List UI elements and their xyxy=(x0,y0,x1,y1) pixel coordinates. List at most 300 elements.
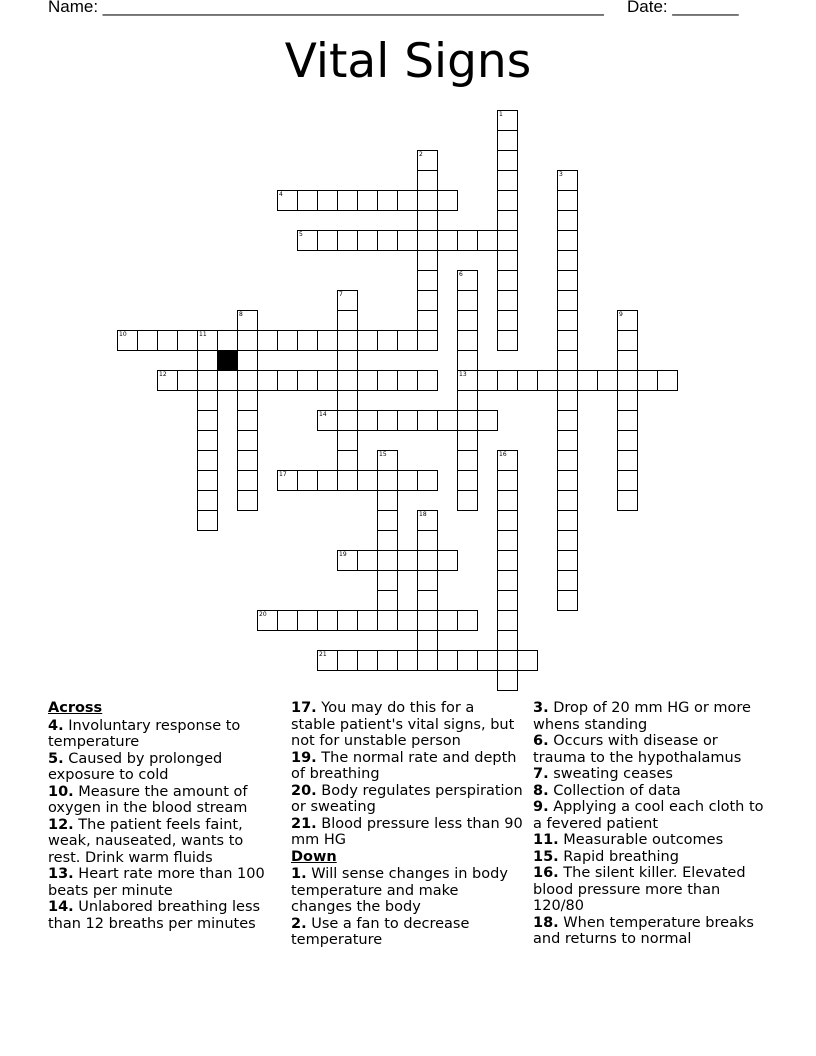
crossword-cell[interactable] xyxy=(497,330,518,351)
crossword-cell[interactable] xyxy=(377,590,398,611)
crossword-cell[interactable] xyxy=(557,230,578,251)
crossword-cell[interactable] xyxy=(377,370,398,391)
crossword-cell[interactable] xyxy=(457,610,478,631)
clue-number: 2. xyxy=(291,915,307,932)
crossword-cell[interactable] xyxy=(417,290,438,311)
clue-column-2 xyxy=(291,700,523,949)
clue-number: 4 xyxy=(279,191,283,198)
crossword-cell[interactable] xyxy=(557,350,578,371)
clue xyxy=(291,750,523,783)
crossword-cell[interactable] xyxy=(337,650,358,671)
crossword-cell[interactable] xyxy=(457,350,478,371)
crossword-cell[interactable] xyxy=(297,610,318,631)
crossword-cell[interactable] xyxy=(197,410,218,431)
crossword-cell[interactable] xyxy=(397,370,418,391)
crossword-cell[interactable] xyxy=(417,310,438,331)
crossword-cell[interactable] xyxy=(557,310,578,331)
name-field-label: Name: _____________________________________________________ xyxy=(48,0,604,16)
crossword-cell[interactable] xyxy=(517,650,538,671)
crossword-cell[interactable] xyxy=(437,650,458,671)
crossword-cell[interactable] xyxy=(457,450,478,471)
crossword-cell[interactable] xyxy=(297,190,318,211)
crossword-cell[interactable] xyxy=(457,650,478,671)
crossword-cell[interactable] xyxy=(577,370,598,391)
crossword-cell[interactable] xyxy=(497,670,518,691)
crossword-cell[interactable] xyxy=(617,350,638,371)
clue-number: 16. xyxy=(533,865,559,881)
crossword-cell[interactable] xyxy=(617,430,638,451)
crossword-cell[interactable] xyxy=(137,330,158,351)
crossword-cell[interactable] xyxy=(457,370,478,391)
clue-text: Drop of 20 mm HG or more whens standing xyxy=(533,700,751,733)
crossword-cell[interactable] xyxy=(437,190,458,211)
clue xyxy=(533,915,765,948)
crossword-cell[interactable] xyxy=(417,190,438,211)
clue-text: Measure the amount of oxygen in the blood stream xyxy=(48,783,248,816)
crossword-cell[interactable] xyxy=(377,650,398,671)
crossword-cell[interactable] xyxy=(457,430,478,451)
clue xyxy=(48,718,280,751)
crossword-cell[interactable] xyxy=(257,370,278,391)
clue-text: You may do this for a stable patient's vital signs, but not for unstable person xyxy=(291,700,515,749)
clue-number: 17 xyxy=(279,471,287,478)
crossword-cell[interactable] xyxy=(297,370,318,391)
crossword-cell[interactable] xyxy=(337,350,358,371)
clue-number: 13 xyxy=(459,371,467,378)
clue-text: Collection of data xyxy=(548,782,681,799)
crossword-cell[interactable] xyxy=(557,590,578,611)
crossword-cell[interactable] xyxy=(197,490,218,511)
clue-number: 20 xyxy=(259,611,267,618)
crossword-cell[interactable] xyxy=(237,310,258,331)
crossword-cell[interactable] xyxy=(457,310,478,331)
crossword-cell[interactable] xyxy=(197,450,218,471)
crossword-cell[interactable] xyxy=(417,330,438,351)
section-heading: Across xyxy=(48,700,103,716)
crossword-cell[interactable] xyxy=(477,410,498,431)
crossword-cell[interactable] xyxy=(557,330,578,351)
crossword-cell[interactable] xyxy=(417,610,438,631)
crossword-cell[interactable] xyxy=(417,470,438,491)
crossword-cell[interactable] xyxy=(417,590,438,611)
crossword-cell[interactable] xyxy=(377,450,398,471)
crossword-cell[interactable] xyxy=(237,330,258,351)
crossword-cell[interactable] xyxy=(317,650,338,671)
crossword-cell[interactable] xyxy=(337,370,358,391)
crossword-cell[interactable] xyxy=(497,490,518,511)
clue-text: Rapid breathing xyxy=(558,848,679,865)
crossword-cell[interactable] xyxy=(557,270,578,291)
crossword-cell[interactable] xyxy=(417,550,438,571)
crossword-cell[interactable] xyxy=(557,450,578,471)
crossword-cell[interactable] xyxy=(417,150,438,171)
crossword-cell[interactable] xyxy=(557,430,578,451)
clue-text: Occurs with disease or trauma to the hypothalamus xyxy=(533,733,742,766)
crossword-cell[interactable] xyxy=(417,410,438,431)
clue xyxy=(533,832,765,849)
crossword-cell[interactable] xyxy=(177,370,198,391)
crossword-cell[interactable] xyxy=(617,370,638,391)
crossword-cell[interactable] xyxy=(557,210,578,231)
crossword-cell[interactable] xyxy=(617,450,638,471)
crossword-cell[interactable] xyxy=(417,370,438,391)
clue xyxy=(291,700,523,750)
crossword-cell[interactable] xyxy=(497,250,518,271)
section-heading: Down xyxy=(291,848,337,865)
crossword-cell[interactable] xyxy=(197,470,218,491)
clue xyxy=(48,899,280,932)
crossword-cell[interactable] xyxy=(617,490,638,511)
clue-number: 12. xyxy=(48,816,74,833)
crossword-cell[interactable] xyxy=(437,550,458,571)
clue-number: 18 xyxy=(419,511,427,518)
clue xyxy=(48,817,280,867)
clue xyxy=(291,916,523,949)
crossword-cell[interactable] xyxy=(497,110,518,131)
crossword-cell[interactable] xyxy=(417,630,438,651)
crossword-cell[interactable] xyxy=(477,370,498,391)
crossword-cell[interactable] xyxy=(497,450,518,471)
crossword-cell[interactable] xyxy=(337,310,358,331)
crossword-cell[interactable] xyxy=(397,330,418,351)
crossword-cell[interactable] xyxy=(537,370,558,391)
crossword-cell[interactable] xyxy=(397,190,418,211)
crossword-cell[interactable] xyxy=(297,330,318,351)
clue-text: Unlabored breathing less than 12 breaths per minutes xyxy=(48,899,261,932)
crossword-cell[interactable] xyxy=(197,430,218,451)
crossword-cell[interactable] xyxy=(337,410,358,431)
clue-text: Blood pressure less than 90 mm HG xyxy=(291,815,523,848)
clue-number: 4. xyxy=(48,717,64,734)
crossword-cell[interactable] xyxy=(337,330,358,351)
crossword-cell[interactable] xyxy=(557,370,578,391)
clue-text: Use a fan to decrease temperature xyxy=(291,915,470,948)
crossword-cell[interactable] xyxy=(557,410,578,431)
crossword-cell[interactable] xyxy=(417,570,438,591)
crossword-cell[interactable] xyxy=(497,190,518,211)
clue-number: 11 xyxy=(199,331,207,338)
crossword-cell[interactable] xyxy=(497,550,518,571)
crossword-cell[interactable] xyxy=(237,410,258,431)
clue-text: When temperature breaks and returns to normal xyxy=(533,914,754,947)
crossword-cell[interactable] xyxy=(417,250,438,271)
black-square xyxy=(217,350,238,371)
crossword-cell[interactable] xyxy=(197,370,218,391)
crossword-cell[interactable] xyxy=(237,450,258,471)
crossword-cell[interactable] xyxy=(557,390,578,411)
clue-text: Applying a cool each cloth to a fevered patient xyxy=(533,799,764,832)
clue-text: The normal rate and depth of breathing xyxy=(291,749,517,782)
clue-number: 5. xyxy=(48,750,64,767)
clue-text: Will sense changes in body temperature and make changes the body xyxy=(291,866,508,915)
crossword-cell[interactable] xyxy=(257,330,278,351)
crossword-cell[interactable] xyxy=(317,190,338,211)
crossword-cell[interactable] xyxy=(497,310,518,331)
clue-text: Heart rate more than 100 beats per minute xyxy=(48,866,265,899)
clue xyxy=(48,751,280,784)
crossword-cell[interactable] xyxy=(397,550,418,571)
crossword-cell[interactable] xyxy=(357,370,378,391)
crossword-cell[interactable] xyxy=(377,470,398,491)
crossword-cell[interactable] xyxy=(617,470,638,491)
crossword-cell[interactable] xyxy=(397,470,418,491)
crossword-cell[interactable] xyxy=(237,350,258,371)
crossword-cell[interactable] xyxy=(497,470,518,491)
clue-number: 8 xyxy=(239,311,243,318)
crossword-cell[interactable] xyxy=(617,410,638,431)
crossword-cell[interactable] xyxy=(357,470,378,491)
clue xyxy=(533,700,765,733)
clue-number: 9 xyxy=(619,311,623,318)
crossword-cell[interactable] xyxy=(317,330,338,351)
clue-text: Caused by prolonged exposure to cold xyxy=(48,750,223,783)
crossword-cell[interactable] xyxy=(497,370,518,391)
clue-number: 3 xyxy=(559,171,563,178)
clue-number: 17. xyxy=(291,700,317,716)
crossword-cell[interactable] xyxy=(277,190,298,211)
crossword-cell[interactable] xyxy=(637,370,658,391)
crossword-cell[interactable] xyxy=(277,470,298,491)
clue-number: 1 xyxy=(499,111,503,118)
crossword-cell[interactable] xyxy=(417,270,438,291)
clue-text: Body regulates perspiration or sweating xyxy=(291,782,523,815)
crossword-cell[interactable] xyxy=(397,610,418,631)
crossword-cell[interactable] xyxy=(237,370,258,391)
crossword-cell[interactable] xyxy=(457,270,478,291)
crossword-cell[interactable] xyxy=(217,330,238,351)
clue-number: 12 xyxy=(159,371,167,378)
crossword-cell[interactable] xyxy=(617,330,638,351)
clue-column-3 xyxy=(533,700,765,948)
crossword-cell[interactable] xyxy=(317,370,338,391)
crossword-cell[interactable] xyxy=(457,290,478,311)
crossword-cell[interactable] xyxy=(357,650,378,671)
crossword-cell[interactable] xyxy=(357,550,378,571)
crossword-cell[interactable] xyxy=(397,230,418,251)
crossword-cell[interactable] xyxy=(337,470,358,491)
crossword-cell[interactable] xyxy=(277,610,298,631)
crossword-cell[interactable] xyxy=(257,610,278,631)
crossword-cell[interactable] xyxy=(177,330,198,351)
clue xyxy=(533,783,765,800)
crossword-cell[interactable] xyxy=(557,530,578,551)
crossword-cell[interactable] xyxy=(397,650,418,671)
crossword-cell[interactable] xyxy=(357,330,378,351)
crossword-cell[interactable] xyxy=(557,570,578,591)
crossword-cell[interactable] xyxy=(617,310,638,331)
page-title: Vital Signs xyxy=(284,34,532,89)
crossword-cell[interactable] xyxy=(377,570,398,591)
crossword-cell[interactable] xyxy=(457,470,478,491)
crossword-cell[interactable] xyxy=(497,270,518,291)
crossword-cell[interactable] xyxy=(377,490,398,511)
clue-number: 10. xyxy=(48,783,74,800)
crossword-cell[interactable] xyxy=(417,510,438,531)
clue-number: 2 xyxy=(419,151,423,158)
clue-number: 19. xyxy=(291,749,317,766)
crossword-cell[interactable] xyxy=(237,430,258,451)
clue-number: 15 xyxy=(379,451,387,458)
clue-number: 7. xyxy=(533,766,549,782)
clue-number: 14 xyxy=(319,411,327,418)
clue xyxy=(533,849,765,866)
clue xyxy=(533,733,765,766)
crossword-cell[interactable] xyxy=(377,330,398,351)
crossword-cell[interactable] xyxy=(497,650,518,671)
crossword-cell[interactable] xyxy=(377,190,398,211)
crossword-cell[interactable] xyxy=(457,330,478,351)
crossword-cell[interactable] xyxy=(337,610,358,631)
crossword-cell[interactable] xyxy=(377,610,398,631)
clue xyxy=(291,783,523,816)
clue-number: 13. xyxy=(48,866,74,882)
clue-number: 3. xyxy=(533,700,549,716)
clue-number: 21. xyxy=(291,815,317,832)
crossword-cell[interactable] xyxy=(457,410,478,431)
crossword-cell[interactable] xyxy=(337,550,358,571)
crossword-cell[interactable] xyxy=(497,230,518,251)
clue xyxy=(291,816,523,849)
clue-number: 6. xyxy=(533,733,549,749)
crossword-cell[interactable] xyxy=(497,150,518,171)
crossword-cell[interactable] xyxy=(497,610,518,631)
crossword-cell[interactable] xyxy=(617,390,638,411)
clue-text: The patient feels faint, weak, nauseated, wants to rest. Drink warm fluids xyxy=(48,816,244,866)
crossword-cell[interactable] xyxy=(237,490,258,511)
crossword-cell[interactable] xyxy=(237,470,258,491)
crossword-cell[interactable] xyxy=(417,650,438,671)
crossword-cell[interactable] xyxy=(497,630,518,651)
crossword-cell[interactable] xyxy=(457,230,478,251)
crossword-cell[interactable] xyxy=(557,470,578,491)
clue xyxy=(533,799,765,832)
clue-text: The silent killer. Elevated blood pressure more than 120/80 xyxy=(533,865,746,914)
crossword-cell[interactable] xyxy=(357,190,378,211)
crossword-cell[interactable] xyxy=(497,210,518,231)
crossword-cell[interactable] xyxy=(517,370,538,391)
crossword-cell[interactable] xyxy=(357,610,378,631)
crossword-cell[interactable] xyxy=(477,650,498,671)
clue-number: 10 xyxy=(119,331,127,338)
crossword-cell[interactable] xyxy=(377,410,398,431)
crossword-cell[interactable] xyxy=(557,170,578,191)
crossword-cell[interactable] xyxy=(337,230,358,251)
crossword-cell[interactable] xyxy=(337,430,358,451)
crossword-cell[interactable] xyxy=(557,290,578,311)
crossword-cell[interactable] xyxy=(337,290,358,311)
crossword-cell[interactable] xyxy=(377,230,398,251)
clue-number: 9. xyxy=(533,799,549,815)
clue-column-1 xyxy=(48,700,280,932)
clue-number: 21 xyxy=(319,651,327,658)
crossword-cell[interactable] xyxy=(317,410,338,431)
crossword-cell[interactable] xyxy=(277,370,298,391)
crossword-cell[interactable] xyxy=(417,170,438,191)
crossword-cell[interactable] xyxy=(597,370,618,391)
crossword-cell[interactable] xyxy=(657,370,678,391)
clue-number: 11. xyxy=(533,832,559,848)
crossword-cell[interactable] xyxy=(557,510,578,531)
crossword-cell[interactable] xyxy=(337,190,358,211)
crossword-cell[interactable] xyxy=(217,370,238,391)
clue-number: 1. xyxy=(291,866,307,882)
crossword-cell[interactable] xyxy=(197,390,218,411)
crossword-cell[interactable] xyxy=(357,410,378,431)
clue-text: Measurable outcomes xyxy=(558,832,724,848)
crossword-cell[interactable] xyxy=(457,390,478,411)
date-field-label: Date: _______ xyxy=(627,0,739,16)
crossword-cell[interactable] xyxy=(157,330,178,351)
crossword-cell[interactable] xyxy=(317,470,338,491)
crossword-cell[interactable] xyxy=(157,370,178,391)
crossword-cell[interactable] xyxy=(417,210,438,231)
clue-number: 20. xyxy=(291,782,317,799)
crossword-cell[interactable] xyxy=(117,330,138,351)
crossword-cell[interactable] xyxy=(417,530,438,551)
crossword-cell[interactable] xyxy=(337,390,358,411)
crossword-cell[interactable] xyxy=(317,610,338,631)
crossword-cell[interactable] xyxy=(377,510,398,531)
crossword-cell[interactable] xyxy=(557,250,578,271)
clue-number: 15. xyxy=(533,848,559,865)
crossword-cell[interactable] xyxy=(557,490,578,511)
crossword-cell[interactable] xyxy=(197,330,218,351)
crossword-cell[interactable] xyxy=(497,590,518,611)
crossword-cell[interactable] xyxy=(377,530,398,551)
crossword-cell[interactable] xyxy=(437,410,458,431)
crossword-cell[interactable] xyxy=(477,230,498,251)
crossword-cell[interactable] xyxy=(437,610,458,631)
crossword-cell[interactable] xyxy=(237,390,258,411)
crossword-cell[interactable] xyxy=(497,290,518,311)
crossword-cell[interactable] xyxy=(197,510,218,531)
crossword-cell[interactable] xyxy=(277,330,298,351)
crossword-cell[interactable] xyxy=(437,230,458,251)
crossword-cell[interactable] xyxy=(557,550,578,571)
crossword-cell[interactable] xyxy=(557,190,578,211)
crossword-cell[interactable] xyxy=(497,510,518,531)
clue-number: 18. xyxy=(533,914,559,931)
clue xyxy=(533,865,765,915)
crossword-cell[interactable] xyxy=(417,230,438,251)
crossword-cell[interactable] xyxy=(497,170,518,191)
clue-number: 16 xyxy=(499,451,507,458)
crossword-cell[interactable] xyxy=(497,570,518,591)
clue-number: 7 xyxy=(339,291,343,298)
crossword-cell[interactable] xyxy=(297,470,318,491)
crossword-cell[interactable] xyxy=(497,130,518,151)
crossword-cell[interactable] xyxy=(397,410,418,431)
clue-number: 8. xyxy=(533,782,549,799)
crossword-cell[interactable] xyxy=(377,550,398,571)
clue-text: sweating ceases xyxy=(548,766,673,782)
crossword-cell[interactable] xyxy=(337,450,358,471)
clue xyxy=(291,866,523,916)
crossword-cell[interactable] xyxy=(317,230,338,251)
clue xyxy=(48,784,280,817)
clue-number: 5 xyxy=(299,231,303,238)
crossword-cell[interactable] xyxy=(357,230,378,251)
crossword-cell[interactable] xyxy=(457,490,478,511)
clue-text: Involuntary response to temperature xyxy=(48,717,241,750)
clue xyxy=(48,866,280,899)
clue-number: 6 xyxy=(459,271,463,278)
clue xyxy=(533,766,765,783)
clue-number: 14. xyxy=(48,899,74,915)
crossword-cell[interactable] xyxy=(497,530,518,551)
crossword-cell[interactable] xyxy=(197,350,218,371)
crossword-cell[interactable] xyxy=(297,230,318,251)
